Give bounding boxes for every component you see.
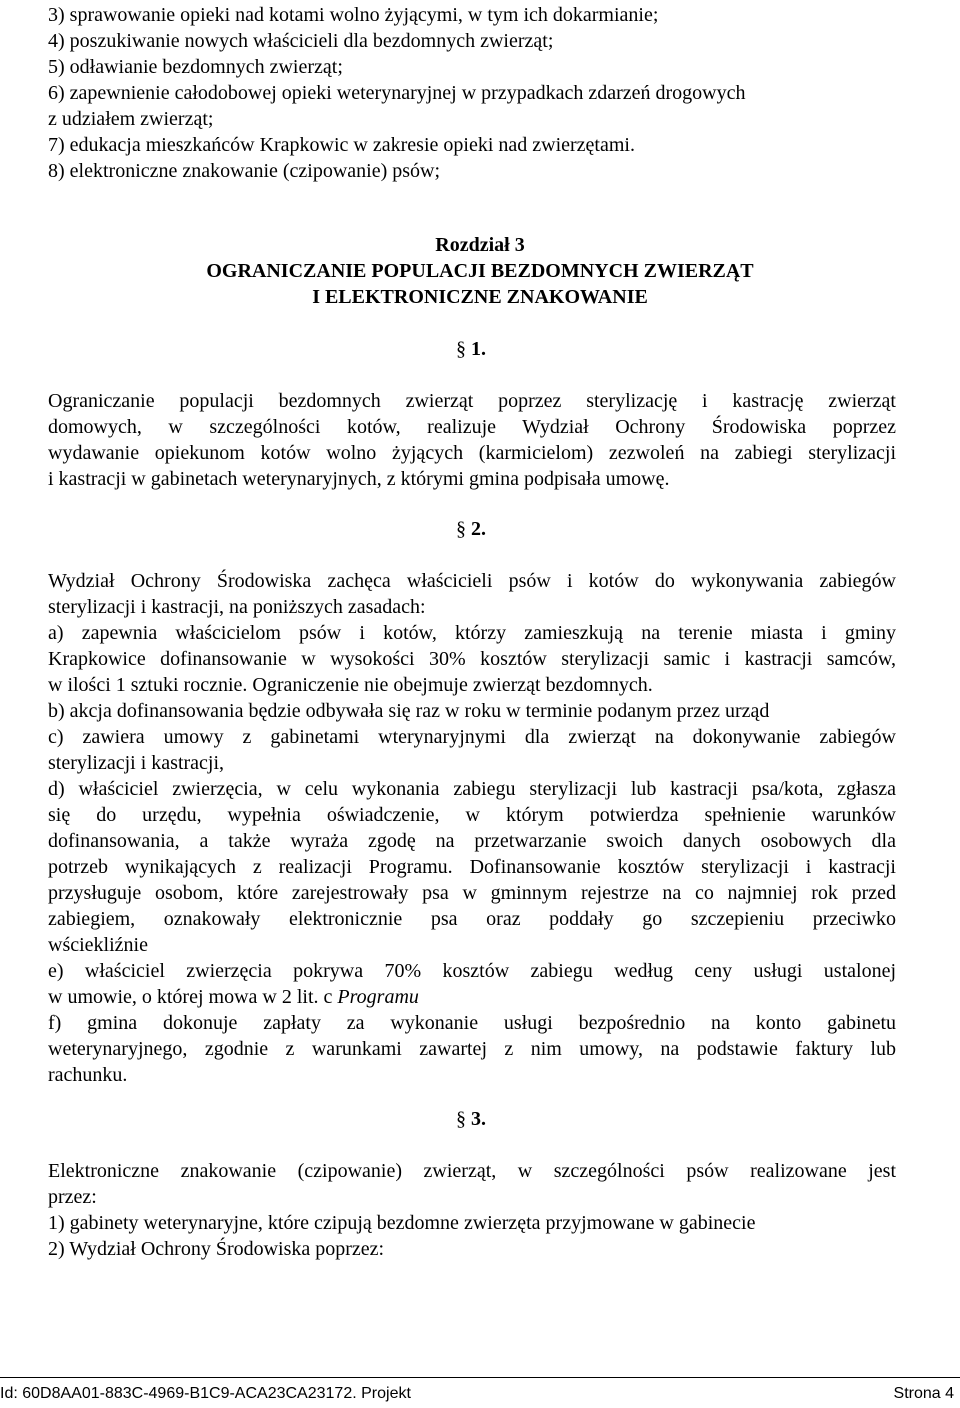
footer-page-number: Strona 4: [893, 1385, 954, 1402]
paragraph-line: a) zapewnia właścicielom psów i kotów, którzy zamieszkują na terenie miasta i gminy: [48, 622, 896, 644]
paragraph-line: rachunku.: [48, 1064, 128, 1086]
paragraph-line: sterylizacji i kastracji,: [48, 752, 225, 774]
paragraph-line-text: w umowie, o której mowa w 2 lit. c: [48, 986, 338, 1008]
paragraph-line: w ilości 1 sztuki rocznie. Ograniczenie nie obejmuje zwierząt bezdomnych.: [48, 674, 653, 696]
section-number: 3.: [471, 1108, 486, 1130]
paragraph-line: Krapkowice dofinansowanie w wysokości 30% kosztów sterylizacji samic i kastracji samców,: [48, 648, 896, 670]
paragraph-line: b) akcja dofinansowania będzie odbywała się raz w roku w terminie podanym przez urząd: [48, 700, 770, 722]
chapter-title: OGRANICZANIE POPULACJI BEZDOMNYCH ZWIERZĄT: [206, 260, 754, 282]
list-item: 6) zapewnienie całodobowej opieki weterynaryjnej w przypadkach zdarzeń drogowych: [48, 82, 746, 104]
paragraph-line: Ograniczanie populacji bezdomnych zwierząt poprzez sterylizację i kastrację zwierząt: [48, 390, 896, 412]
paragraph-line: 1) gabinety weterynaryjne, które czipują bezdomne zwierzęta przyjmowane w gabinecie: [48, 1212, 756, 1234]
paragraph-line: 2) Wydział Ochrony Środowiska poprzez:: [48, 1238, 385, 1260]
list-item: 8) elektroniczne znakowanie (czipowanie) psów;: [48, 160, 441, 182]
paragraph-line: Elektroniczne znakowanie (czipowanie) zwierząt, w szczególności psów realizowane jest: [48, 1160, 896, 1182]
paragraph-line: e) właściciel zwierzęcia pokrywa 70% kosztów zabiegu według ceny usługi ustalonej: [48, 960, 896, 982]
paragraph-line: f) gmina dokonuje zapłaty za wykonanie usługi bezpośrednio na konto gabinetu: [48, 1012, 896, 1034]
list-item: z udziałem zwierząt;: [48, 108, 214, 130]
paragraph-line: i kastracji w gabinetach weterynaryjnych, z którymi gmina podpisała umowę.: [48, 468, 670, 490]
paragraph-line: dofinansowania, a także wyraża zgodę na przetwarzanie swoich danych osobowych dla: [48, 830, 896, 852]
paragraph-line: c) zawiera umowy z gabinetami wterynaryjnymi dla zwierząt na dokonywanie zabiegów: [48, 726, 896, 748]
footer-divider: [0, 1377, 960, 1378]
list-item: 5) odławianie bezdomnych zwierząt;: [48, 56, 343, 78]
paragraph-line: domowych, w szczególności kotów, realizuje Wydział Ochrony Środowiska poprzez: [48, 416, 896, 438]
section-heading: [456, 1106, 486, 1132]
chapter-title: I ELEKTRONICZNE ZNAKOWANIE: [312, 286, 648, 308]
paragraph-line: się do urzędu, wypełnia oświadczenie, w którym potwierdza spełnienie warunków: [48, 804, 896, 826]
section-symbol: §: [456, 338, 466, 360]
paragraph-line: zabiegiem, oznakowały elektronicznie psa oraz poddały go szczepieniu przeciwko: [48, 908, 896, 930]
paragraph-line: przysługuje osobom, które zarejestrowały psa w gminnym rejestrze na co najmniej rok przed: [48, 882, 896, 904]
list-item: 7) edukacja mieszkańców Krapkowic w zakresie opieki nad zwierzętami.: [48, 134, 635, 156]
list-item: 3) sprawowanie opieki nad kotami wolno żyjącymi, w tym ich dokarmianie;: [48, 4, 659, 26]
paragraph-line: weterynaryjnego, zgodnie z warunkami zawartej z nim umowy, na podstawie faktury lub: [48, 1038, 896, 1060]
paragraph-line: wściekliźnie: [48, 934, 148, 956]
paragraph-line: Wydział Ochrony Środowiska zachęca właścicieli psów i kotów do wykonywania zabiegów: [48, 570, 896, 592]
section-symbol: §: [456, 1108, 466, 1130]
footer-document-id: Id: 60D8AA01-883C-4969-B1C9-ACA23CA23172. Projekt: [0, 1385, 411, 1402]
chapter-number: Rozdział 3: [435, 234, 525, 256]
section-number: 2.: [471, 518, 486, 540]
paragraph-line: [48, 984, 896, 1010]
section-heading: [456, 336, 486, 362]
section-number: 1.: [471, 338, 486, 360]
paragraph-line: d) właściciel zwierzęcia, w celu wykonania zabiegu sterylizacji lub kastracji psa/kota, zgłasza: [48, 778, 896, 800]
section-heading: [456, 516, 486, 542]
list-item: 4) poszukiwanie nowych właścicieli dla bezdomnych zwierząt;: [48, 30, 554, 52]
section-symbol: §: [456, 518, 466, 540]
paragraph-line: wydawanie opiekunom kotów wolno żyjących (karmicielom) zezwoleń na zabiegi sterylizacji: [48, 442, 896, 464]
italic-word: Programu: [337, 986, 419, 1008]
paragraph-line: potrzeb wynikających z realizacji Programu. Dofinansowanie kosztów sterylizacji i kastracji: [48, 856, 896, 878]
paragraph-line: sterylizacji i kastracji, na poniższych zasadach:: [48, 596, 426, 618]
paragraph-line: przez:: [48, 1186, 97, 1208]
